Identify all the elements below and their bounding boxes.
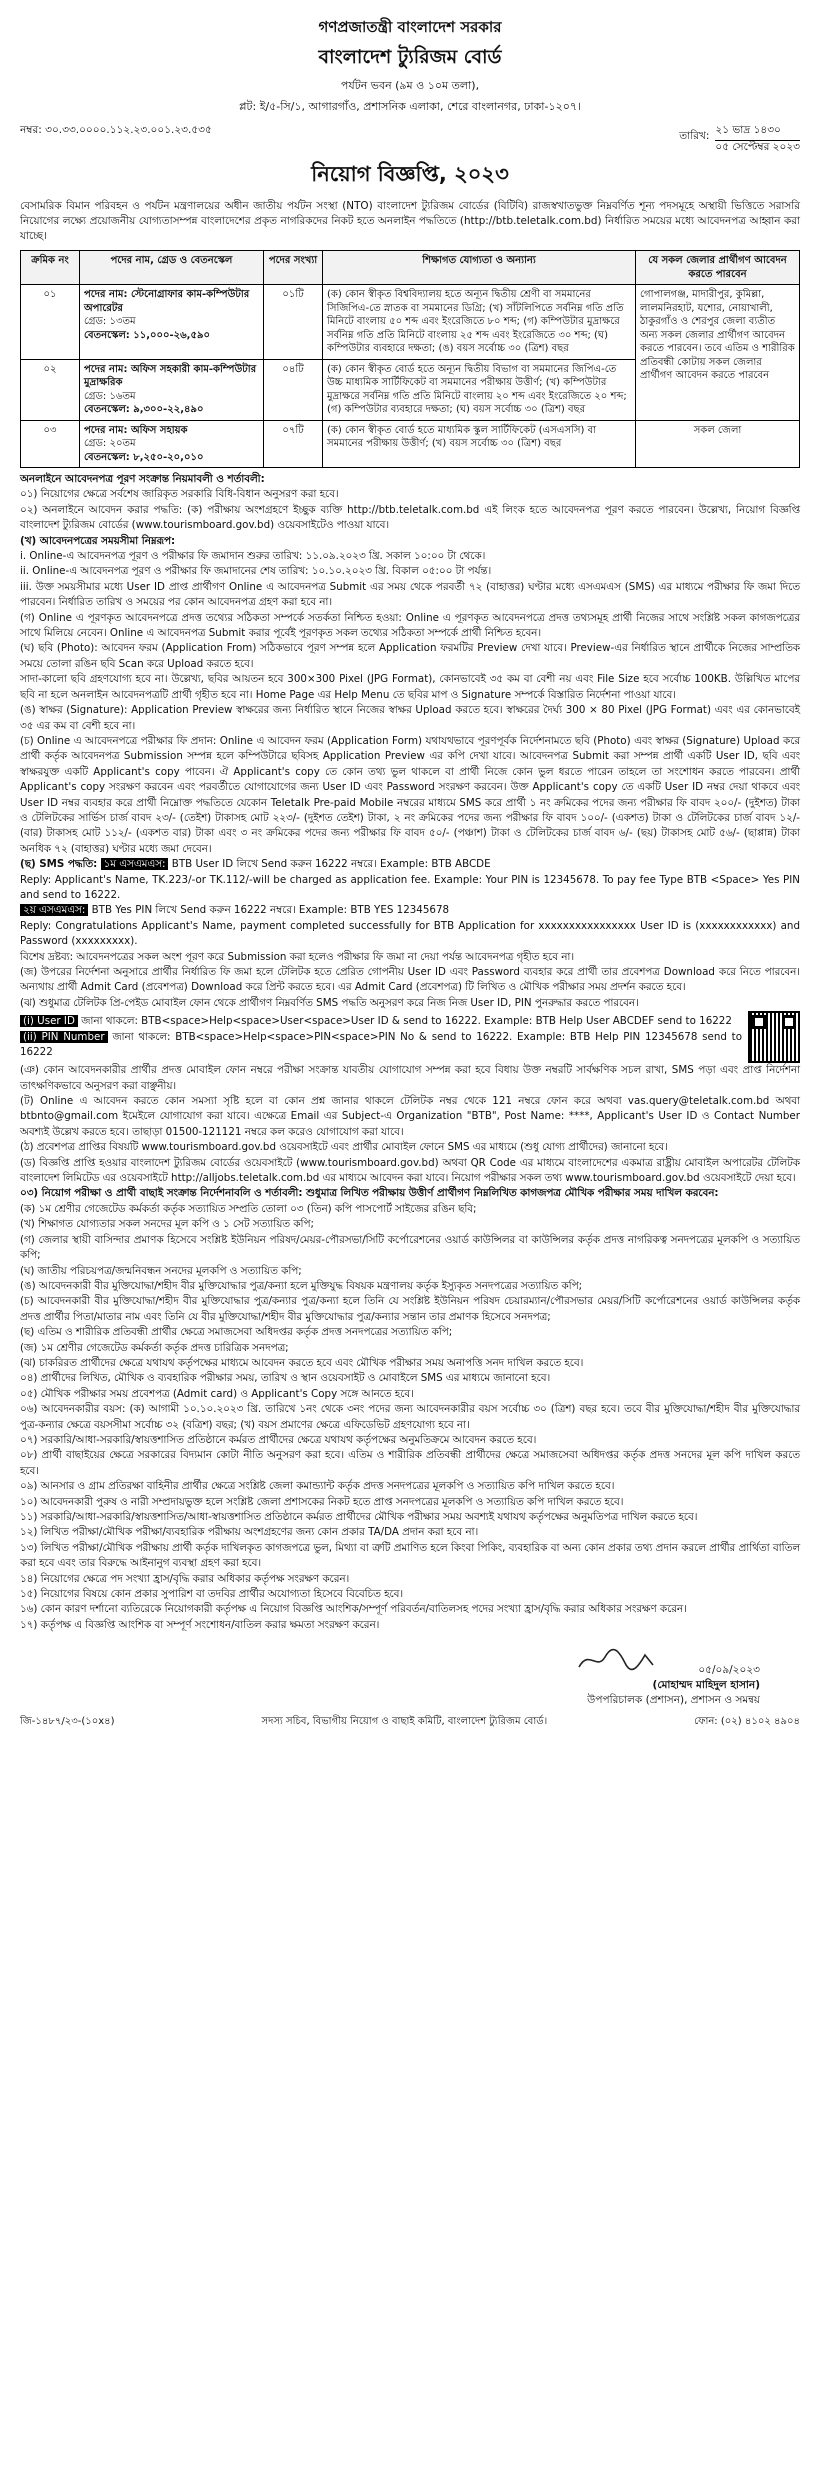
table-row: ০২ পদের নাম: অফিস সহকারী কাম-কম্পিউটার মুদ্রাক্ষরিক গ্রেড: ১৬তম বেতনস্কেল: ৯,৩০০-২২,৪৯০ ০৪টি (ক) কোন স্বীকৃত বোর্ড হতে অন্যূন দ্বিতীয় বিভাগ বা সমমানের জিপিএ-তে উচ্চ মাধ্যমিক সার্টিফিকেট বা সমমানের পরীক্ষায় উত্তীর্ণ; (খ) কম্পিউটার মুদ্রাক্ষরে সর্বনিম্ন গতি প্রতি মিনিটে বাংলায় ২০ শব্দ এবং ইংরেজিতে ২০ শব্দ; (গ) কম্পিউটার ব্যবহারে দক্ষতা; (ঘ) বয়স সর্বোচ্চ ৩০ (ত্রিশ) বছর	[21, 359, 800, 420]
terms-and-conditions: অনলাইনে আবেদনপত্র পূরণ সংক্রান্ত নিয়মাবলী ও শর্তাবলী: ০১) নিয়োগের ক্ষেত্রে সর্বশেষ জারিকৃত সরকারি বিধি-বিধান অনুসরণ করা হবে। ০২) অনলাইনে আবেদন করার পদ্ধতি: (ক) পরীক্ষায় অংশগ্রহণে ইচ্ছুক ব্যক্তি http://btb.teletalk.com.bd এই লিংক হতে আবেদনপত্র পূরণ করতে পারবেন। উল্লেখ্য, নিয়োগ বিজ্ঞপ্তি বাংলাদেশ ট্যুরিজম বোর্ডের (www.tourismboard.gov.bd) ওয়েবসাইটেও পাওয়া যাবে। (খ) আবেদনপত্রের সময়সীমা নিম্নরূপ: i. Online-এ আবেদনপত্র পূরণ ও পরীক্ষার ফি জমাদান শুরুর তারিখ: ১১.০৯.২০২৩ খ্রি. সকাল ১০:০০ টা থেকে। ii. Online-এ আবেদনপত্র পূরণ ও পরীক্ষার ফি জমাদানের শেষ তারিখ: ১০.১০.২০২৩ খ্রি. বিকাল ০৫:০০ টা পর্যন্ত। iii. উক্ত সময়সীমার মধ্যে User ID প্রাপ্ত প্রার্থীগণ Online এ আবেদনপত্র Submit এর সময় থেকে পরবর্তী ৭২ (বাহাত্তর) ঘণ্টার মধ্যে এসএমএস (SMS) এর মাধ্যমে পরীক্ষার ফি জমা দিতে পারবেন। নির্ধারিত তারিখ ও সময়ের পর কোন আবেদনপত্র গ্রহণ করা হবে না। (গ) Online এ পূরণকৃত আবেদনপত্রে প্রদত্ত তথ্যের সঠিকতা সম্পর্কে সতর্কতা নিশ্চিত হওয়া: Online এ পূরণকৃত আবেদনপত্রে প্রদত্ত তথ্যসমূহ প্রার্থী নিজের সাথে সংশ্লিষ্ট সকল কাগজপত্রের সাথে মিলিয়ে নেবেন। Online এ আবেদনপত্র Submit করার পূর্বেই পূরণকৃত সকল তথ্যের সঠিকতা সম্পর্কে প্রার্থী নিশ্চিত হবেন। (ঘ) ছবি (Photo): আবেদন ফরম (Application From) সঠিকভাবে পূরণ সম্পন্ন হলে Application ফরমটির Preview দেখা যাবে। Preview-এর নির্ধারিত স্থানে প্রার্থীকে নিজের সাম্প্রতিক সময়ে তোলা রঙিন ছবি Scan করে Upload করতে হবে। সাদা-কালো ছবি গ্রহণযোগ্য হবে না। উল্লেখ্য, ছবির আয়তন হবে 300×300 Pixel (JPG Format), কোনভাবেই ৩৫ কম বা বেশী নয় এবং File Size হবে সর্বোচ্চ 100KB. উল্লিখিত মাপের ছবি না হলে অনলাইন আবেদনপত্রটি প্রার্থী গৃহীত হবে না। Home Page এর Help Menu তে ছবির মাপ ও Signature সম্পর্কে বিস্তারিত নির্দেশনা পাওয়া যাবে। (ঙ) স্বাক্ষর (Signature): Application Preview স্বাক্ষরের জন্য নির্ধারিত স্থানে নিজের স্বাক্ষর Upload করতে হবে। স্বাক্ষরের দৈর্ঘ্য 300 × 80 Pixel (JPG Format) এবং এর কোনভাবেই ৩৫ এর কম বা বেশী হবে না। (চ) Online এ আবেদনপত্রে পরীক্ষার ফি প্রদান: Online এ আবেদন ফরম (Application Form) যথাযথভাবে পূরণপূর্বক নির্দেশনামতে ছবি (Photo) এবং স্বাক্ষর (Signature) Upload করে প্রার্থী কর্তৃক আবেদনপত্র Submission সম্পন্ন হলে কম্পিউটারে ছবিসহ Application Preview এর কপি দেখা যাবে। আবেদনপত্র Submit করা সম্পন্ন প্রার্থী একটি User ID, ছবি এবং স্বাক্ষরযুক্ত একটি Applicant's copy পাবেন। ঐ Applicant's copy তে কোন তথ্য ভুল থাকলে বা প্রার্থী নিজে কোন ভুল ধরতে পারেন তাহলে তা সংশোধন করতে পারবেন। প্রার্থী Applicant's copy সংরক্ষণ করবেন এবং পরবর্তীতে যোগাযোগের জন্য User ID এবং Password সংরক্ষণ করবেন। উক্ত Applicant's copy তে একটি User ID নম্বর দেয়া থাকবে এবং User ID নম্বর ব্যবহার করে প্রার্থী নিম্নোক্ত পদ্ধতিতে যেকোন Teletalk Pre-paid Mobile নম্বরের মাধ্যমে SMS করে প্রার্থী ১ নং ক্রমিকের পদের জন্য পরীক্ষার ফি বাবদ ২০০/- (দুইশত) টাকা ও টেলিটকের সার্ভিস চার্জ বাবদ ২৩/- (তেইশ) টাকাসহ মোট ২২৩/- (দুইশত তেইশ) টাকা, ২ নং ক্রমিকের পদের জন্য পরীক্ষার ফি বাবদ ১০০/- (একশত) টাকা ও টেলিটকের চার্জ বাবদ ১২/- (বার) টাকাসহ মোট ১১২/- (একশত বার) টাকা এবং ৩ নং ক্রমিকের পদের জন্য পরীক্ষার ফি বাবদ ৫০/- (পঞ্চাশ) টাকা ও টেলিটকের চার্জ বাবদ ৬/- (ছয়) টাকাসহ মোট ৫৬/- (ছাপ্পান্ন) টাকা অনধিক ৭২ (বাহাত্তর) ঘণ্টার মধ্যে জমা দেবেন। (ছ) SMS পদ্ধতি: ১ম এসএমএস: BTB User ID লিখে Send করুন 16222 নম্বরে। Example: BTB ABCDE Reply: Applicant's Name, TK.223/-or TK.112/-will be charged as application fee. Example: Your PIN is 12345678. To pay fee Type BTB <Space> Yes PIN and send to 16222. ২য় এসএমএস: BTB Yes PIN লিখে Send করুন 16222 নম্বরে। Example: BTB YES 12345678 Reply: Congratulations Applicant's Name, payment completed successfully for BTB Application for xxxxxxxxxxxxxxxx User ID is (xxxxxxxxxxxx) and Password (xxxxxxxxx). বিশেষ দ্রষ্টব্য: আবেদনপত্রের সকল অংশ পূরণ করে Submission করা হলেও পরীক্ষার ফি জমা না দেয়া পর্যন্ত আবেদনপত্র গৃহীত হবে না। (জ) উপরের নির্দেশনা অনুসারে প্রার্থীর নির্ধারিত ফি জমা হলে টেলিটক হতে প্রেরিত গোপনীয় User ID এবং Password ব্যবহার করে প্রার্থী তার প্রবেশপত্র Download করে নিতে পারবেন। অন্যথায় প্রার্থী Admit Card (প্রবেশপত্র) Download করে প্রিন্ট করতে হবে। এর Admit Card (প্রবেশপত্র) টি লিখিত ও মৌখিক পরীক্ষার সময় প্রদর্শন করতে হবে। (ঝ) শুধুমাত্র টেলিটক প্রি-পেইড মোবাইল ফোন থেকে প্রার্থীগণ নিম্নবর্ণিত SMS পদ্ধতি অনুসরণ করে নিজ নিজ User ID, PIN পুনরুদ্ধার করতে পারবেন। (i) User ID জানা থাকলে: BTB<space>Help<space>User<space>User ID & send to 16222. Example: BTB Help User ABCDEF send to 16222 (ii) PIN Number জানা থাকলে: BTB<space>Help<space>PIN<space>PIN No & send to 16222. Example: BTB Help PIN 12345678 send to 16222 (ঞ) কোন আবেদনকারীর প্রার্থীর প্রদত্ত মোবাইল ফোন নম্বরে পরীক্ষা সংক্রান্ত যাবতীয় যোগাযোগ সম্পন্ন করা হবে বিধায় উক্ত নম্বরটি সার্বক্ষণিক সচল রাখা, SMS পড়া এবং প্রাপ্ত নির্দেশনা তাৎক্ষণিকভাবে অনুসরণ করা বাঞ্ছনীয়। (ট) Online এ আবেদন করতে কোন সমস্যা সৃষ্টি হলে বা কোন প্রশ্ন জানার থাকলে টেলিটক নম্বর থেকে 121 নম্বরে ফোন করে অথবা vas.query@teletalk.com.bd অথবা btbnto@gmail.com ইমেইলে যোগাযোগ করা যাবে। এক্ষেত্রে Email এর Subject-এ Organization "BTB", Post Name: ****, Applicant's User ID ও Contact Number অবশ্যই উল্লেখ করতে হবে। তাছাড়া 01500-121121 নম্বরে কল করেও যোগাযোগ করা যাবে। (ঠ) প্রবেশপত্র প্রাপ্তির বিষয়টি www.tourismboard.gov.bd ওয়েবসাইটে এবং প্রার্থীর মোবাইল ফোনে SMS এর মাধ্যমে (শুধু যোগ্য প্রার্থীদের) জানানো হবে। (ড) বিজ্ঞপ্তি প্রাপ্তি হওয়ার বাংলাদেশ ট্যুরিজম বোর্ডের ওয়েবসাইটে (www.tourismboard.gov.bd) অথবা QR Code এর মাধ্যমে বাংলাদেশের একমাত্র রাষ্ট্রীয় মোবাইল অপারেটর টেলিটক বাংলাদেশ লিমিটেড এর ওয়েবসাইটে http://alljobs.teletalk.com.bd এর মাধ্যমে আবেদন করা যাবে। নিয়োগ পরীক্ষার সকল তথ্য www.tourismboard.gov.bd ওয়েবসাইটে দেয়া হবে। ০৩) নিয়োগ পরীক্ষা ও প্রার্থী বাছাই সংক্রান্ত নির্দেশনাবলি ও শর্তাবলী: শুধুমাত্র লিখিত পরীক্ষায় উত্তীর্ণ প্রার্থীগণ নিম্নলিখিত কাগজপত্র মৌখিক পরীক্ষার সময় দাখিল করবেন: (ক) ১ম শ্রেণীর গেজেটেড কর্মকর্তা কর্তৃক সত্যায়িত সম্প্রতি তোলা ০৩ (তিন) কপি পাসপোর্ট সাইজের রঙিন ছবি; (খ) শিক্ষাগত যোগ্যতার সকল সনদের মূল কপি ও ১ সেট সত্যায়িত কপি; (গ) জেলার স্থায়ী বাসিন্দার প্রমাণক হিসেবে সংশ্লিষ্ট ইউনিয়ন পরিষদ/মেয়র-পৌরসভা/সিটি কর্পোরেশনের ওয়ার্ড কাউন্সিলর বা কাউন্সিলর কর্তৃক প্রদত্ত নাগরিকত্ব সনদপত্রের মূলকপি ও সত্যায়িত কপি; (ঘ) জাতীয় পরিচয়পত্র/জন্মনিবন্ধন সনদের মূলকপি ও সত্যায়িত কপি; (ঙ) আবেদনকারী বীর মুক্তিযোদ্ধা/শহীদ বীর মুক্তিযোদ্ধার পুত্র/কন্যা হলে মুক্তিযুদ্ধ বিষয়ক মন্ত্রণালয় কর্তৃক ইস্যুকৃত সনদপত্রের সত্যায়িত কপি; (চ) আবেদনকারী বীর মুক্তিযোদ্ধা/শহীদ বীর মুক্তিযোদ্ধার পুত্র/কন্যার পুত্র/কন্যা হলে তিনি যে সংশ্লিষ্ট ইউনিয়ন পরিষদ চেয়ারম্যান/পৌরসভার মেয়র/সিটি কর্পোরেশনের ওয়ার্ড কাউন্সিলর কর্তৃক প্রদত্ত প্রার্থীর পিতা/মাতার নাম এবং তিনি যে বীর মুক্তিযোদ্ধা/শহীদ বীর মুক্তিযোদ্ধার পুত্র/কন্যার সন্তান তার প্রমাণক হিসেবে সনদপত্র; (ছ) এতিম ও শারীরিক প্রতিবন্ধী প্রার্থীর ক্ষেত্রে সমাজসেবা অধিদপ্তর কর্তৃক প্রদত্ত সনদপত্রের সত্যায়িত কপি; (জ) ১ম শ্রেণীর গেজেটেড কর্মকর্তা কর্তৃক প্রদত্ত চারিত্রিক সনদপত্র; (ঝ) চাকরিরত প্রার্থীদের ক্ষেত্রে যথাযথ কর্তৃপক্ষের মাধ্যমে আবেদন করতে হবে এবং মৌখিক পরীক্ষার সময় অনাপত্তি সনদ দাখিল করতে হবে। ০৪) প্রার্থীদের লিখিত, মৌখিক ও ব্যবহারিক পরীক্ষার সময়, তারিখ ও স্থান ওয়েবসাইট ও মোবাইলে SMS এর মাধ্যমে জানানো হবে। ০৫) মৌখিক পরীক্ষার সময় প্রবেশপত্র (Admit card) ও Applicant's Copy সঙ্গে আনতে হবে। ০৬) আবেদনকারীর বয়স: (ক) আগামী ১০.১০.২০২৩ খ্রি. তারিখে ১নং থেকে ৩নং পদের জন্য আবেদনকারীর বয়স সর্বোচ্চ ৩০ (ত্রিশ) বছর হবে। তবে বীর মুক্তিযোদ্ধা/শহীদ বীর মুক্তিযোদ্ধার পুত্র-কন্যার ক্ষেত্রে বয়সসীমা সর্বোচ্চ ৩২ (বত্রিশ) বছর; (খ) বয়স প্রমাণের ক্ষেত্রে এফিডেভিট গ্রহণযোগ্য হবে না। ০৭) সরকারি/আধা-সরকারি/স্বায়ত্তশাসিত প্রতিষ্ঠানে কর্মরত প্রার্থীদের ক্ষেত্রে যথাযথ কর্তৃপক্ষের অনুমতিক্রমে আবেদন করতে হবে। ০৮) প্রার্থী বাছাইয়ের ক্ষেত্রে সরকারের বিদ্যমান কোটা নীতি অনুসরণ করা হবে। এতিম ও শারীরিক প্রতিবন্ধী প্রার্থীদের ক্ষেত্রে সমাজসেবা অধিদপ্তর কর্তৃক প্রদত্ত সনদের মূল কপি দাখিল করতে হবে। ০৯) আনসার ও গ্রাম প্রতিরক্ষা বাহিনীর প্রার্থীর ক্ষেত্রে সংশ্লিষ্ট জেলা কমান্ড্যান্ট কর্তৃক প্রদত্ত সনদপত্রের মূলকপি ও সত্যায়িত কপি দাখিল করতে হবে। ১০) আবেদনকারী পুরুষ ও নারী সম্প্রদায়ভুক্ত হলে সংশ্লিষ্ট জেলা প্রশাসকের নিকট হতে প্রাপ্ত সনদপত্রের মূলকপি ও সত্যায়িত কপি দাখিল করতে হবে। ১১) সরকারি/আধা-সরকারি/স্বায়ত্তশাসিত/আধা-স্বায়ত্তশাসিত প্রতিষ্ঠানে কর্মরত প্রার্থীদের মৌখিক পরীক্ষার সময় অবশ্যই যথাযথ কর্তৃপক্ষের অনুমতিপত্র দাখিল করতে হবে। ১২) লিখিত পরীক্ষা/মৌখিক পরীক্ষা/ব্যবহারিক পরীক্ষায় অংশগ্রহণের জন্য কোন প্রকার TA/DA প্রদান করা হবে না। ১৩) লিখিত পরীক্ষা/মৌখিক পরীক্ষায় প্রার্থী কর্তৃক দাখিলকৃত কাগজপত্রে ভুল, মিথ্যা বা ত্রুটি প্রমাণিত হলে কিংবা পিকিং, ব্যবহারিক বা অন্য কোন প্রকার তথ্য প্রদান করলে প্রার্থীর প্রার্থিতা বাতিল করা হবে এবং তার বিরুদ্ধে আইনানুগ ব্যবস্থা গ্রহণ করা হবে। ১৪) নিয়োগের ক্ষেত্রে পদ সংখ্যা হ্রাস/বৃদ্ধি করার অধিকার কর্তৃপক্ষ সংরক্ষণ করেন। ১৫) নিয়োগের বিষয়ে কোন প্রকার সুপারিশ বা তদবির প্রার্থীর অযোগ্যতা হিসেবে বিবেচিত হবে। ১৬) কোন কারণ দর্শানো ব্যতিরেকে নিয়োগকারী কর্তৃপক্ষ এ নিয়োগ বিজ্ঞপ্তি আংশিক/সম্পূর্ণ পরিবর্তন/বাতিলসহ পদের সংখ্যা হ্রাস/বৃদ্ধি করার অধিকার সংরক্ষণ করেন। ১৭) কর্তৃপক্ষ এ বিজ্ঞপ্তি আংশিক বা সম্পূর্ণ সংশোধন/বাতিল করার ক্ষমতা সংরক্ষণ করেন।	[20, 473, 800, 1631]
signature-block: ০৫/০৯/২০২৩ (মোহাম্মদ মাহিদুল হাসান) উপপরিচালক (প্রশাসন), প্রশাসন ও সমন্বয়	[20, 1647, 800, 1708]
footer-row	[20, 1714, 800, 1731]
section-heading: অনলাইনে আবেদনপত্র পূরণ সংক্রান্ত নিয়মাবলী ও শর্তাবলী:	[20, 473, 265, 485]
header-qualification: শিক্ষাগত যোগ্যতা ও অন্যান্য	[323, 251, 636, 285]
sms-step-2: ২য় এসএমএস: BTB Yes PIN লিখে Send করুন 16222 নম্বরে। Example: BTB YES 12345678	[20, 903, 800, 918]
eligible-districts: গোপালগঞ্জ, মাদারীপুর, কুমিল্লা, লালমনিরহাট, যশোর, নোয়াখালী, ঠাকুরগাঁও ও শেরপুর জেলা ব্যতীত অন্য সকল জেলার প্রার্থীগণ আবেদন করতে পারবেন। তবে এতিম ও শারীরিক প্রতিবন্ধী কোটায় সকল জেলার প্রার্থীগণ আবেদন করতে পারবেন	[636, 285, 800, 421]
sms-step-1: (ছ) SMS পদ্ধতি: ১ম এসএমএস: BTB User ID লিখে Send করুন 16222 নম্বরে। Example: BTB ABCDE	[20, 858, 491, 871]
signature-scribble-icon	[575, 1647, 695, 1673]
header-districts: যে সকল জেলার প্রার্থীগণ আবেদন করতে পারবেন	[636, 251, 800, 285]
print-code: জি-১৪৮৭/২৩-(১০x৪)	[20, 1716, 115, 1728]
header-count: পদের সংখ্যা	[264, 251, 323, 285]
signatory-phone: ফোন: (০২) ৪১০২ ৪৯০৪	[694, 1716, 800, 1728]
office-address: প্লট: ই/৫-সি/১, আগারগাঁও, প্রশাসনিক এলাকা, শেরে বাংলানগর, ঢাকা-১২০৭।	[239, 100, 581, 113]
reference-row	[20, 123, 800, 154]
signatory-role: সদস্য সচিব, বিভাগীয় নিয়োগ ও বাছাই কমিটি, বাংলাদেশ ট্যুরিজম বোর্ড।	[261, 1716, 548, 1728]
circular-title: নিয়োগ বিজ্ঞপ্তি, ২০২৩	[311, 162, 509, 186]
recovery-sms-box: (i) User ID জানা থাকলে: BTB<space>Help<space>User<space>User ID & send to 16222. Example: BTB Help User ABCDEF send to 16222 (ii) PIN Number জানা থাকলে: BTB<space>Help<space>PIN<space>PIN No & send to 16222. Example: BTB Help PIN 12345678 send to 16222	[20, 1011, 800, 1063]
memo-date: তারিখ: ২১ ভাদ্র ১৪৩০ ০৫ সেপ্টেম্বর ২০২৩	[679, 124, 800, 153]
posts-table	[20, 250, 800, 468]
table-header-row	[21, 251, 800, 285]
organization-name: বাংলাদেশ ট্যুরিজম বোর্ড	[318, 46, 502, 68]
table-row: ০৩ পদের নাম: অফিস সহায়ক গ্রেড: ২০তম বেতনস্কেল: ৮,২৫০-২০,০১০ ০৭টি (ক) কোন স্বীকৃত বোর্ড হতে মাধ্যমিক স্কুল সার্টিফিকেট (এসএসসি) বা সমমানের পরীক্ষায় উত্তীর্ণ; (খ) বয়স সর্বোচ্চ ৩০ (ত্রিশ) বছর সকল জেলা	[21, 420, 800, 468]
memo-number: নম্বর: ৩০.৩৩.০০০০.১১২.২৩.০০১.২৩.৫৩৫	[20, 124, 212, 136]
header-serial: ক্রমিক নং	[21, 251, 80, 285]
building-address: পর্যটন ভবন (৯ম ও ১০ম তলা),	[340, 79, 480, 92]
letterhead	[20, 16, 800, 117]
qr-code-icon[interactable]	[748, 1011, 800, 1063]
table-row: ০১ পদের নাম: স্টেনোগ্রাফার কাম-কম্পিউটার অপারেটর গ্রেড: ১৩তম বেতনস্কেল: ১১,০০০-২৬,৫৯০ ০১টি (ক) কোন স্বীকৃত বিশ্ববিদ্যালয় হতে অন্যূন দ্বিতীয় শ্রেণী বা সমমানের সিজিপিএ-তে স্নাতক বা সমমানের ডিগ্রি; (খ) সাঁটলিপিতে সর্বনিম্ন গতি প্রতি মিনিটে বাংলায় ৫০ শব্দ এবং ইংরেজিতে ৮০ শব্দ; (গ) কম্পিউটার মুদ্রাক্ষরে সর্বনিম্ন গতি প্রতি মিনিটে বাংলায় ২৫ শব্দ এবং ইংরেজিতে ৩০ শব্দ; (ঘ) কম্পিউটার ব্যবহারে দক্ষতা; (ঙ) বয়স সর্বোচ্চ ৩০ (ত্রিশ) বছর গোপালগঞ্জ, মাদারীপুর, কুমিল্লা, লালমনিরহাট, যশোর, নোয়াখালী, ঠাকুরগাঁও ও শেরপুর জেলা ব্যতীত অন্য সকল জেলার প্রার্থীগণ আবেদন করতে পারবেন। তবে এতিম ও শারীরিক প্রতিবন্ধী কোটায় সকল জেলার প্রার্থীগণ আবেদন করতে পারবেন	[21, 285, 800, 360]
intro-paragraph: বেসামরিক বিমান পরিবহন ও পর্যটন মন্ত্রণালয়ের অধীন জাতীয় পর্যটন সংস্থা (NTO) বাংলাদেশ ট্যুরিজম বোর্ডের (বিটিবি) রাজস্বখাতভুক্ত নিম্নবর্ণিত শূন্য পদসমূহে অস্থায়ী ভিত্তিতে সরাসরি নিয়োগের লক্ষ্যে প্রয়োজনীয় যোগ্যতাসম্পন্ন বাংলাদেশের প্রকৃত নাগরিকদের নিকট হতে অনলাইন পদ্ধতিতে (http://btb.teletalk.com.bd) নির্ধারিত সময়ের মধ্যে আবেদনপত্র আহ্বান করা যাচ্ছে।	[20, 200, 800, 242]
header-post: পদের নাম, গ্রেড ও বেতনস্কেল	[80, 251, 264, 285]
government-name: গণপ্রজাতন্ত্রী বাংলাদেশ সরকার	[318, 18, 502, 36]
